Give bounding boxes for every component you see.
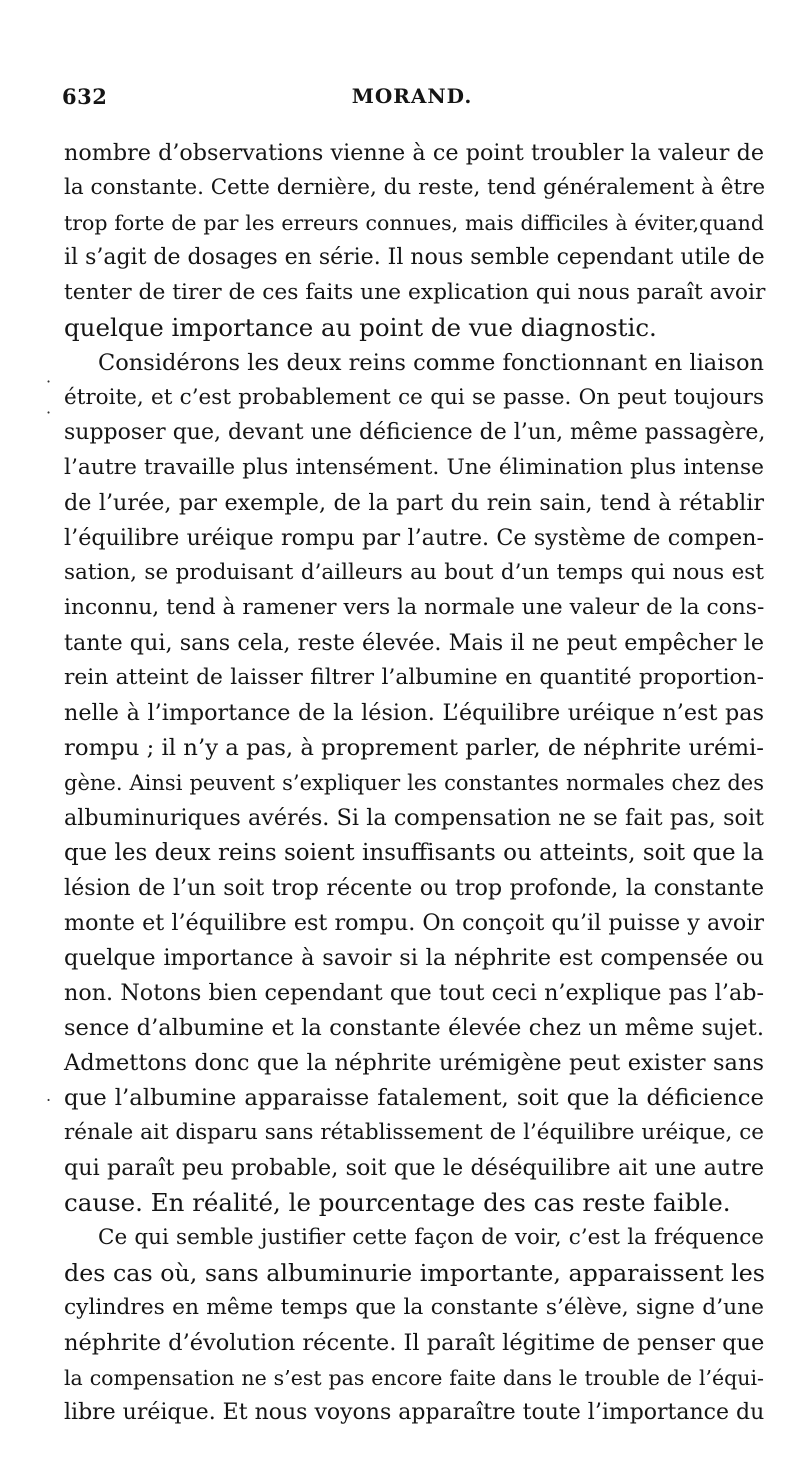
paragraph-start-line: Ce qui semble justifier cette façon de voir, c’est la fréquence <box>98 1225 764 1250</box>
text-line: inconnu, tend à ramener vers la normale une valeur de la cons- <box>64 595 765 620</box>
text-line: gène. Ainsi peuvent s’expliquer les constantes normales chez des <box>64 771 764 795</box>
text-line: libre uréique. Et nous voyons apparaître toute l’importance du <box>64 1400 765 1425</box>
margin-speck: · <box>46 372 52 391</box>
text-line: étroite, et c’est probablement ce qui se passe. On peut toujours <box>64 385 764 410</box>
page-header <box>62 84 762 116</box>
text-line: des cas où, sans albuminurie importante, apparaissent les <box>64 1259 765 1287</box>
text-line: rompu ; il n’y a pas, à proprement parler, de néphrite urémi- <box>64 735 764 761</box>
paragraph-start-line: Considérons les deux reins comme fonctionnant en liaison <box>98 350 764 376</box>
text-line: supposer que, devant une déficience de l’un, même passagère, <box>64 420 766 445</box>
text-line: néphrite d’évolution récente. Il paraît légitime de penser que <box>64 1330 765 1356</box>
text-line: de l’urée, par exemple, de la part du rein sain, tend à rétablir <box>64 490 764 516</box>
text-line: nelle à l’importance de la lésion. L’équilibre uréique n’est pas <box>64 700 764 726</box>
text-line: il s’agit de dosages en série. Il nous semble cependant utile de <box>64 245 765 270</box>
text-line: albuminuriques avérés. Si la compensation ne se fait pas, soit <box>64 805 764 831</box>
text-line: lésion de l’un soit trop récente ou trop profonde, la constante <box>64 875 764 901</box>
text-line: tenter de tirer de ces faits une explication qui nous paraît avoir <box>64 280 766 305</box>
text-line: cause. En réalité, le pourcentage des cas reste faible. <box>64 1188 731 1217</box>
text-line: cylindres en même temps que la constante s’élève, signe d’une <box>64 1295 764 1320</box>
text-line: l’autre travaille plus intensément. Une élimination plus intense <box>64 455 764 480</box>
text-line: la compensation ne s’est pas encore faite dans le trouble de l’équi- <box>64 1366 764 1390</box>
text-line: sence d’albumine et la constante élevée chez un même sujet. <box>64 1015 764 1041</box>
text-line: que les deux reins soient insuffisants ou atteints, soit que la <box>64 840 764 866</box>
text-line: quelque importance au point de vue diagnostic. <box>64 313 657 342</box>
text-line: qui paraît peu probable, soit que le déséquilibre ait une autre <box>64 1155 764 1181</box>
text-line: sation, se produisant d’ailleurs au bout d’un temps qui nous est <box>64 560 764 585</box>
margin-speck: · <box>46 403 52 422</box>
text-line: Admettons donc que la néphrite urémigène peut exister sans <box>64 1050 764 1076</box>
text-line: rein atteint de laisser filtrer l’albumine en quantité proportion- <box>64 665 764 690</box>
text-line: nombre d’observations vienne à ce point troubler la valeur de <box>64 140 764 166</box>
text-line: la constante. Cette dernière, du reste, tend généralement à être <box>64 175 766 200</box>
margin-speck: . <box>46 1086 52 1105</box>
text-line: tante qui, sans cela, reste élevée. Mais il ne peut empêcher le <box>64 630 764 656</box>
text-line: rénale ait disparu sans rétablissement de l’équilibre uréique, ce <box>64 1120 764 1145</box>
text-line: que l’albumine apparaisse fatalement, soit que la déficience <box>64 1085 764 1111</box>
text-line: non. Notons bien cependant que tout ceci n’explique pas l’ab- <box>64 980 764 1006</box>
text-line: trop forte de par les erreurs connues, mais difficiles à éviter,quand <box>64 211 764 235</box>
text-line: l’équilibre uréique rompu par l’autre. Ce système de compen- <box>64 525 764 551</box>
text-line: quelque importance à savoir si la néphrite est compensée ou <box>64 945 764 971</box>
running-title: MORAND. <box>351 84 473 108</box>
page-number: 632 <box>62 84 108 109</box>
text-line: monte et l’équilibre est rompu. On conçoit qu’il puisse y avoir <box>64 910 764 936</box>
